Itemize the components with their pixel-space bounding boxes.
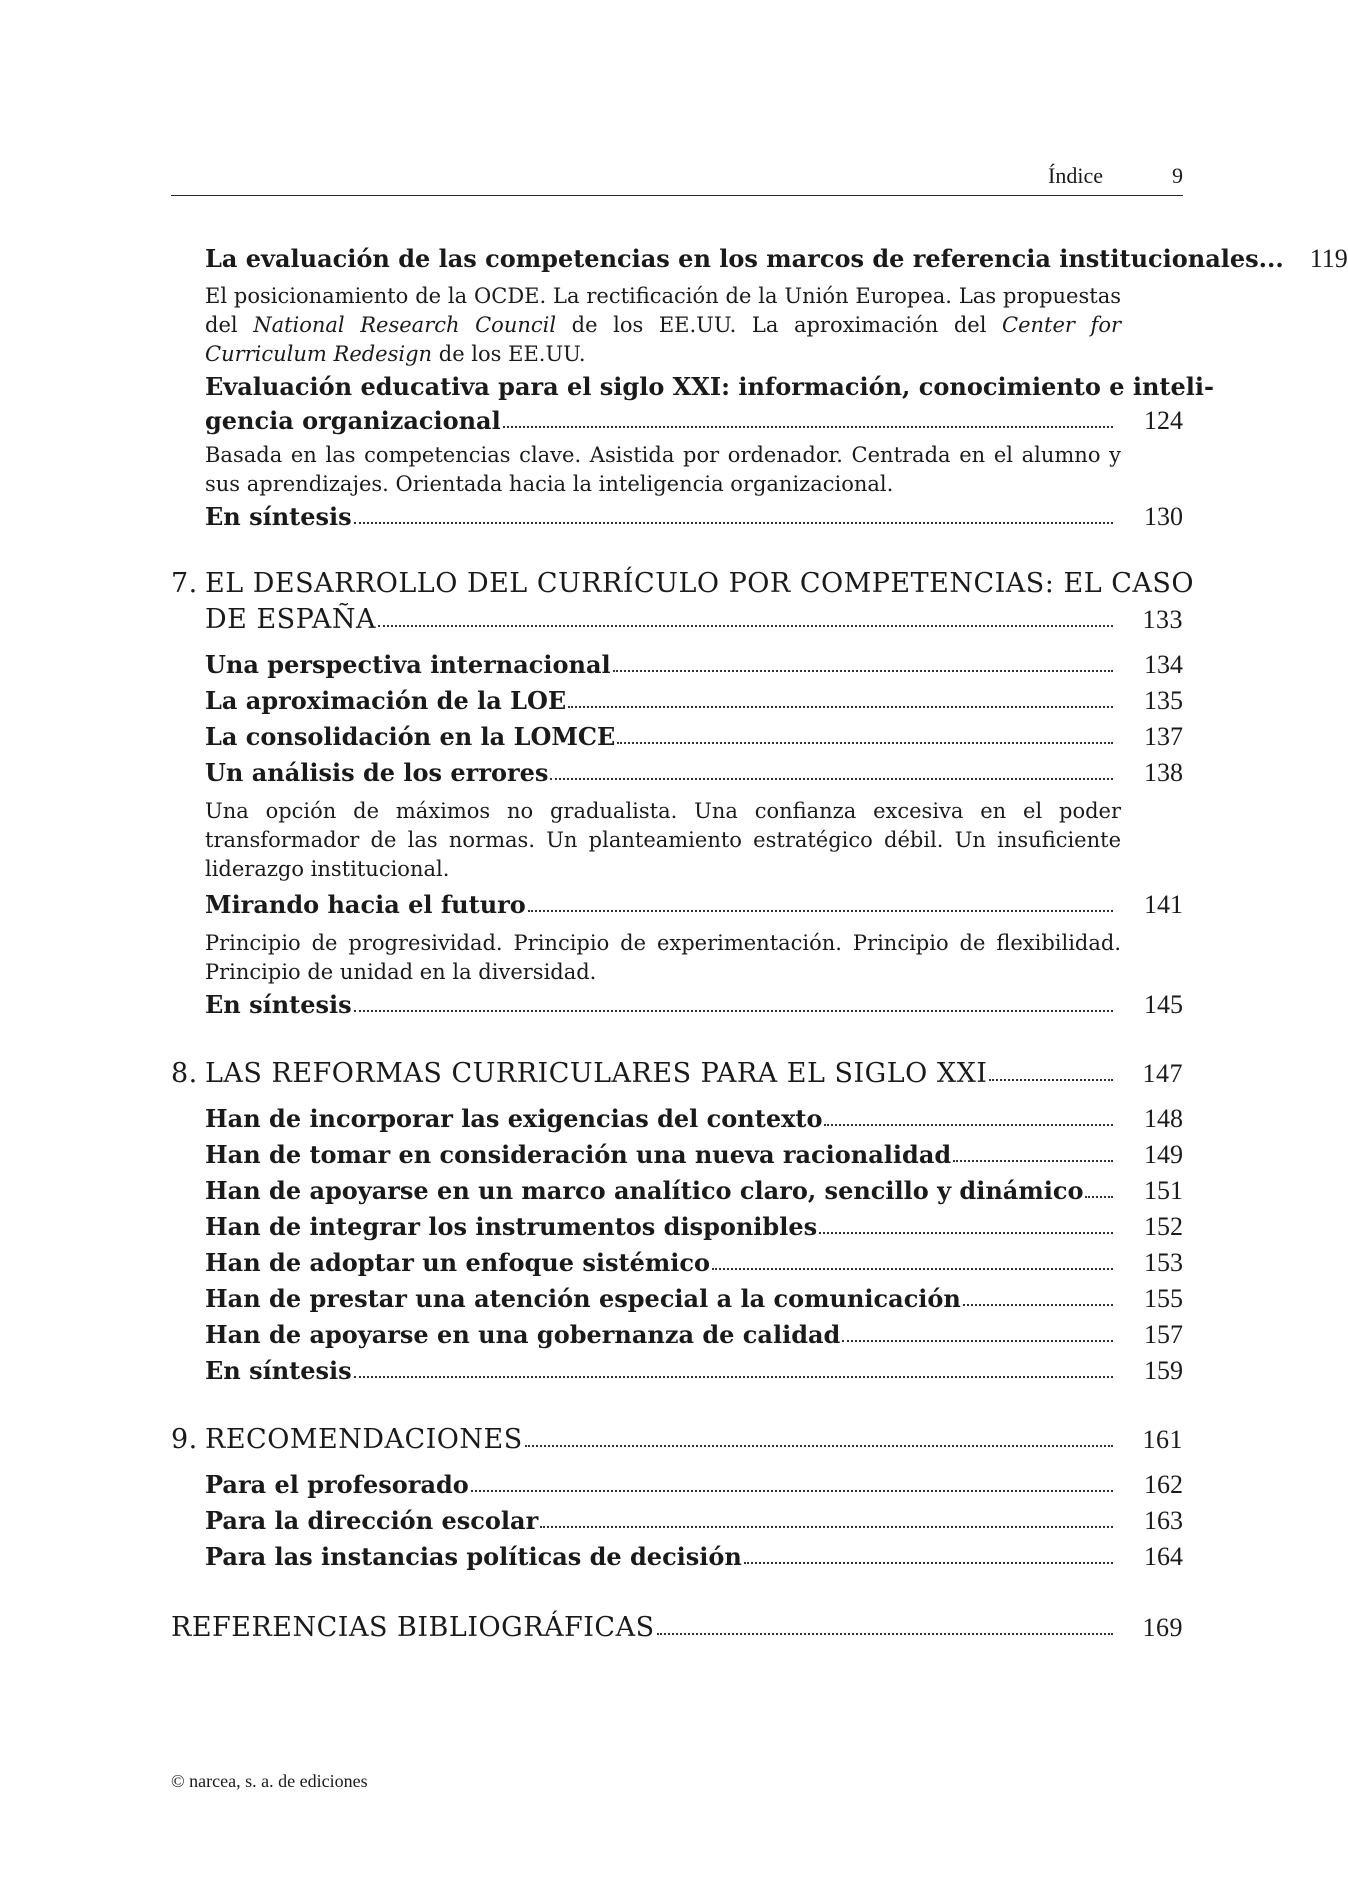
toc-entry-page: 119 (1309, 244, 1348, 273)
desc-text: El posicionamiento de la OCDE. La rectificación de la Unión Europea. Las propuestas del (205, 284, 1121, 337)
toc-entry[interactable] (205, 244, 1348, 274)
toc-entry-page: 130 (1144, 502, 1183, 531)
toc-entry-label: Han de prestar una atención especial a la comunicación (205, 1284, 961, 1313)
toc-entry[interactable] (205, 1356, 1183, 1386)
toc-entry-page: 134 (1144, 650, 1183, 679)
toc-entry-page: 151 (1144, 1176, 1183, 1205)
toc-entry-page: 135 (1144, 686, 1183, 715)
references-page: 169 (1142, 1613, 1183, 1642)
chapter-title: LAS REFORMAS CURRICULARES PARA EL SIGLO XXI (205, 1058, 988, 1089)
toc-entry-page: 149 (1144, 1140, 1183, 1169)
leader-dots (568, 706, 1113, 708)
toc-entry-page: 137 (1144, 722, 1183, 751)
toc-entry[interactable] (205, 1248, 1183, 1278)
chapter-title-line1: EL DESARROLLO DEL CURRÍCULO POR COMPETENCIAS: EL CASO (205, 568, 1194, 599)
leader-dots (819, 1232, 1113, 1234)
toc-entry[interactable] (205, 372, 1214, 442)
toc-entry-description (205, 282, 1121, 369)
toc-entry-label: Para la dirección escolar (205, 1506, 539, 1535)
chapter-number: 9. (171, 1424, 198, 1455)
toc-entry-label: Para las instancias políticas de decisión (205, 1542, 742, 1571)
leader-dots (824, 1124, 1113, 1126)
toc-entry[interactable] (205, 650, 1183, 680)
toc-entry-page: 145 (1144, 990, 1183, 1019)
toc-entry-label: En síntesis (205, 1356, 352, 1385)
toc-entry-label-line2: gencia organizacional (205, 406, 501, 435)
toc-entry-page: 159 (1144, 1356, 1183, 1385)
toc-entry-page: 164 (1144, 1542, 1183, 1571)
toc-entry[interactable] (205, 1542, 1183, 1572)
toc-entry[interactable] (205, 1320, 1183, 1350)
running-header (171, 155, 1183, 196)
toc-entry-label: En síntesis (205, 990, 352, 1019)
toc-entry[interactable] (205, 1176, 1183, 1206)
leader-dots (503, 426, 1113, 428)
toc-entry-label-line1: Evaluación educativa para el siglo XXI: información, conocimiento e inteli- (205, 372, 1214, 401)
chapter-title: RECOMENDACIONES (205, 1424, 523, 1455)
chapter-heading[interactable] (171, 568, 1194, 642)
leader-dots (540, 1526, 1113, 1528)
toc-entry-label: En síntesis (205, 502, 352, 531)
toc-entry[interactable] (205, 1470, 1183, 1500)
toc-entry-description: Una opción de máximos no gradualista. Una confianza excesiva en el poder transformador de las normas. Un planteamiento estratégico débil. Un insuficiente liderazgo institucional. (205, 799, 1121, 881)
leader-dots (471, 1490, 1113, 1492)
leader-dots (712, 1268, 1113, 1270)
toc-entry[interactable] (205, 758, 1183, 788)
leader-dots (550, 778, 1113, 780)
toc-entry-label: La consolidación en la LOMCE (205, 722, 616, 751)
toc-entry-line2 (205, 406, 1183, 436)
leader-dots (613, 670, 1113, 672)
toc-entry[interactable] (205, 722, 1183, 752)
desc-text: de los EE.UU. (432, 342, 586, 366)
leader-dots (354, 1376, 1113, 1378)
chapter-title-line2: DE ESPAÑA (205, 604, 376, 635)
toc-entry-page: 163 (1144, 1506, 1183, 1535)
leader-dots (963, 1304, 1113, 1306)
toc-entry-label: Han de incorporar las exigencias del contexto (205, 1104, 823, 1133)
chapter-number: 8. (171, 1058, 198, 1089)
toc-entry-page: 138 (1144, 758, 1183, 787)
toc-entry[interactable] (205, 686, 1183, 716)
toc-entry-page: 162 (1144, 1470, 1183, 1499)
toc-entry[interactable] (205, 1104, 1183, 1134)
toc-entry-description: Principio de progresividad. Principio de experimentación. Principio de flexibilidad. Principio de unidad en la diversidad. (205, 931, 1121, 984)
toc-entry-page: 155 (1144, 1284, 1183, 1313)
toc-entry[interactable] (205, 1212, 1183, 1242)
toc-entry[interactable] (205, 1284, 1183, 1314)
toc-entry-label: La evaluación de las competencias en los marcos de referencia institucionales... (205, 244, 1284, 273)
toc-entry-page: 148 (1144, 1104, 1183, 1133)
toc-entry-label: Para el profesorado (205, 1470, 469, 1499)
leader-dots (528, 910, 1113, 912)
toc-entry-label: Un análisis de los errores (205, 758, 549, 787)
references-title: REFERENCIAS BIBLIOGRÁFICAS (171, 1612, 655, 1643)
leader-dots (989, 1079, 1113, 1081)
chapter-heading[interactable] (171, 1058, 1183, 1089)
desc-italic: National Research Council (253, 313, 557, 337)
chapter-heading-line2 (205, 604, 1183, 635)
chapter-heading-line1 (171, 568, 1194, 599)
toc-entry[interactable] (205, 890, 1183, 920)
toc-entry-page: 152 (1144, 1212, 1183, 1241)
toc-entry-label: Una perspectiva internacional (205, 650, 611, 679)
toc-entry-label: Mirando hacia el futuro (205, 890, 526, 919)
toc-entry-label: La aproximación de la LOE (205, 686, 567, 715)
leader-dots (525, 1445, 1113, 1447)
leader-dots (378, 625, 1113, 627)
leader-dots (842, 1340, 1113, 1342)
toc-entry-page: 124 (1144, 406, 1183, 435)
header-page-number: 9 (1172, 163, 1183, 188)
leader-dots (744, 1562, 1113, 1564)
chapter-number: 7. (171, 568, 198, 599)
leader-dots (354, 522, 1113, 524)
toc-entry-page: 141 (1144, 890, 1183, 919)
leader-dots (354, 1010, 1113, 1012)
leader-dots (617, 742, 1113, 744)
toc-entry-label: Han de apoyarse en un marco analítico claro, sencillo y dinámico (205, 1176, 1084, 1205)
desc-text: de los EE.UU. La aproximación del (556, 313, 1003, 337)
toc-entry-page: 153 (1144, 1248, 1183, 1277)
desc-italic: Center for Curriculum Redesign (205, 313, 1121, 366)
leader-dots (657, 1633, 1113, 1635)
chapter-page: 133 (1142, 605, 1183, 634)
leader-dots (1085, 1196, 1113, 1198)
leader-dots (953, 1160, 1113, 1162)
copyright-footer: © narcea, s. a. de ediciones (171, 1771, 368, 1791)
toc-entry-label: Han de apoyarse en una gobernanza de calidad (205, 1320, 841, 1349)
chapter-heading[interactable] (171, 1424, 1183, 1455)
toc-entry-description: Basada en las competencias clave. Asistida por ordenador. Centrada en el alumno y sus aprendizajes. Orientada hacia la inteligencia organizacional. (205, 443, 1121, 496)
chapter-page: 161 (1142, 1425, 1183, 1454)
toc-entry[interactable] (205, 990, 1183, 1020)
toc-entry-label: Han de tomar en consideración una nueva racionalidad (205, 1140, 952, 1169)
toc-entry-page: 157 (1144, 1320, 1183, 1349)
toc-entry[interactable] (205, 502, 1183, 532)
chapter-page: 147 (1142, 1059, 1183, 1088)
toc-entry[interactable] (205, 1506, 1183, 1536)
toc-entry-label: Han de adoptar un enfoque sistémico (205, 1248, 710, 1277)
references-heading[interactable] (171, 1612, 1183, 1643)
toc-entry-label: Han de integrar los instrumentos disponibles (205, 1212, 818, 1241)
toc-entry[interactable] (205, 1140, 1183, 1170)
header-title: Índice (1048, 163, 1103, 188)
